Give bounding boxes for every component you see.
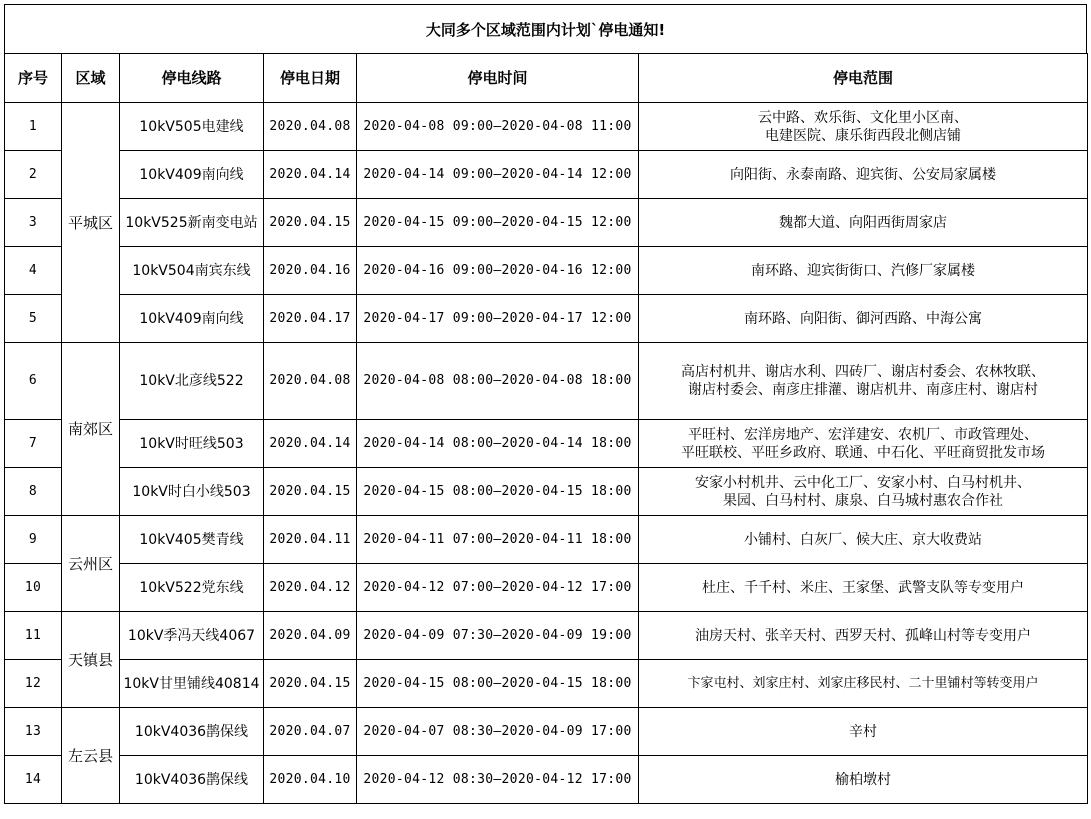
cell-date: 2020.04.15: [264, 468, 357, 516]
table-row: [5, 516, 1088, 564]
cell-seq: 10: [5, 564, 62, 612]
cell-time: 2020-04-09 07:30—2020-04-09 19:00: [357, 612, 639, 660]
cell-date: 2020.04.07: [264, 708, 357, 756]
cell-time: 2020-04-14 08:00—2020-04-14 18:00: [357, 420, 639, 468]
cell-date: 2020.04.10: [264, 756, 357, 804]
cell-seq: 7: [5, 420, 62, 468]
cell-date: 2020.04.15: [264, 660, 357, 708]
cell-line: 10kV409南向线: [120, 295, 264, 343]
cell-scope: 南环路、迎宾街街口、汽修厂家属楼: [639, 247, 1088, 295]
header-time: 停电时间: [357, 54, 639, 103]
cell-scope: 油房天村、张辛天村、西罗天村、孤峰山村等专变用户: [639, 612, 1088, 660]
cell-date: 2020.04.09: [264, 612, 357, 660]
cell-scope: 魏都大道、向阳西街周家店: [639, 199, 1088, 247]
cell-date: 2020.04.14: [264, 151, 357, 199]
cell-line: 10kV409南向线: [120, 151, 264, 199]
cell-date: 2020.04.16: [264, 247, 357, 295]
cell-zone: 左云县: [62, 708, 120, 804]
table-row: [5, 468, 1088, 516]
cell-time: 2020-04-15 08:00—2020-04-15 18:00: [357, 468, 639, 516]
cell-seq: 8: [5, 468, 62, 516]
table-row: [5, 343, 1088, 420]
cell-time: 2020-04-08 08:00—2020-04-08 18:00: [357, 343, 639, 420]
cell-time: 2020-04-07 08:30—2020-04-09 17:00: [357, 708, 639, 756]
cell-zone: 平城区: [62, 103, 120, 343]
scope-line-1: 云中路、欢乐街、文化里小区南、: [758, 109, 968, 126]
cell-seq: 9: [5, 516, 62, 564]
cell-scope: 辛村: [639, 708, 1088, 756]
scope-line-1: 高店村机井、谢店水利、四砖厂、谢店村委会、农林牧联、: [681, 364, 1045, 380]
cell-time: 2020-04-16 09:00—2020-04-16 12:00: [357, 247, 639, 295]
cell-zone: 云州区: [62, 516, 120, 612]
cell-line: 10kV522党东线: [120, 564, 264, 612]
cell-scope: 卞家屯村、刘家庄村、刘家庄移民村、二十里铺村等转变用户: [639, 660, 1088, 708]
table-row: [5, 199, 1088, 247]
cell-seq: 14: [5, 756, 62, 804]
cell-seq: 6: [5, 343, 62, 420]
table-header-row: [5, 54, 1088, 103]
cell-seq: 4: [5, 247, 62, 295]
table-row: [5, 756, 1088, 804]
cell-time: 2020-04-17 09:00—2020-04-17 12:00: [357, 295, 639, 343]
cell-seq: 13: [5, 708, 62, 756]
scope-line-2: 电建医院、康乐街西段北侧店铺: [765, 127, 961, 144]
cell-seq: 2: [5, 151, 62, 199]
cell-date: 2020.04.08: [264, 343, 357, 420]
scope-line-2: 谢店村委会、南彦庄排灌、谢店机井、南彦庄村、谢店村: [688, 382, 1038, 398]
cell-line: 10kV时旺线503: [120, 420, 264, 468]
header-seq: 序号: [5, 54, 62, 103]
scope-line-2: 果园、白马村村、康泉、白马城村惠农合作社: [723, 492, 1003, 509]
header-date: 停电日期: [264, 54, 357, 103]
cell-line: 10kV525新南变电站: [120, 199, 264, 247]
cell-scope: 榆柏墩村: [639, 756, 1088, 804]
header-scope: 停电范围: [639, 54, 1088, 103]
header-line: 停电线路: [120, 54, 264, 103]
cell-line: 10kV405樊青线: [120, 516, 264, 564]
cell-line: 10kV4036鹊保线: [120, 756, 264, 804]
scope-line-1: 安家小村机井、云中化工厂、安家小村、白马村机井、: [695, 474, 1031, 491]
table-row: [5, 103, 1088, 151]
cell-seq: 12: [5, 660, 62, 708]
cell-seq: 3: [5, 199, 62, 247]
table-row: [5, 151, 1088, 199]
cell-scope: [639, 343, 1088, 420]
table-row: [5, 564, 1088, 612]
notice-document: [4, 4, 1087, 815]
table-row: [5, 612, 1088, 660]
table-row: [5, 247, 1088, 295]
cell-line: 10kV504南宾东线: [120, 247, 264, 295]
cell-date: 2020.04.08: [264, 103, 357, 151]
cell-scope: 杜庄、千千村、米庄、王家堡、武警支队等专变用户: [639, 564, 1088, 612]
table-row: [5, 660, 1088, 708]
cell-line: 10kV北彦线522: [120, 343, 264, 420]
cell-seq: 5: [5, 295, 62, 343]
cell-line: 10kV季冯天线4067: [120, 612, 264, 660]
cell-time: 2020-04-12 07:00—2020-04-12 17:00: [357, 564, 639, 612]
table-row: [5, 708, 1088, 756]
cell-time: 2020-04-08 09:00—2020-04-08 11:00: [357, 103, 639, 151]
scope-line-2: 平旺联校、平旺乡政府、联通、中石化、平旺商贸批发市场: [681, 444, 1045, 461]
cell-line: 10kV甘里铺线40814: [120, 660, 264, 708]
cell-time: 2020-04-12 08:30—2020-04-12 17:00: [357, 756, 639, 804]
cell-date: 2020.04.12: [264, 564, 357, 612]
outage-table: [4, 53, 1088, 804]
cell-date: 2020.04.15: [264, 199, 357, 247]
scope-line-1: 平旺村、宏洋房地产、宏洋建安、农机厂、市政管理处、: [688, 426, 1038, 443]
cell-time: 2020-04-15 08:00—2020-04-15 18:00: [357, 660, 639, 708]
cell-time: 2020-04-15 09:00—2020-04-15 12:00: [357, 199, 639, 247]
header-zone: 区域: [62, 54, 120, 103]
cell-zone: 南郊区: [62, 343, 120, 516]
cell-time: 2020-04-14 09:00—2020-04-14 12:00: [357, 151, 639, 199]
cell-line: 10kV505电建线: [120, 103, 264, 151]
cell-scope: 南环路、向阳街、御河西路、中海公寓: [639, 295, 1088, 343]
cell-line: 10kV时白小线503: [120, 468, 264, 516]
cell-seq: 11: [5, 612, 62, 660]
cell-scope: [639, 420, 1088, 468]
cell-date: 2020.04.11: [264, 516, 357, 564]
table-row: [5, 420, 1088, 468]
cell-zone: 天镇县: [62, 612, 120, 708]
cell-seq: 1: [5, 103, 62, 151]
cell-date: 2020.04.14: [264, 420, 357, 468]
document-title: 大同多个区域范围内计划`停电通知!: [4, 4, 1087, 53]
cell-time: 2020-04-11 07:00—2020-04-11 18:00: [357, 516, 639, 564]
table-row: [5, 295, 1088, 343]
cell-scope: 小铺村、白灰厂、候大庄、京大收费站: [639, 516, 1088, 564]
cell-scope: 向阳街、永泰南路、迎宾街、公安局家属楼: [639, 151, 1088, 199]
cell-scope: [639, 103, 1088, 151]
cell-date: 2020.04.17: [264, 295, 357, 343]
cell-line: 10kV4036鹊保线: [120, 708, 264, 756]
cell-scope: [639, 468, 1088, 516]
